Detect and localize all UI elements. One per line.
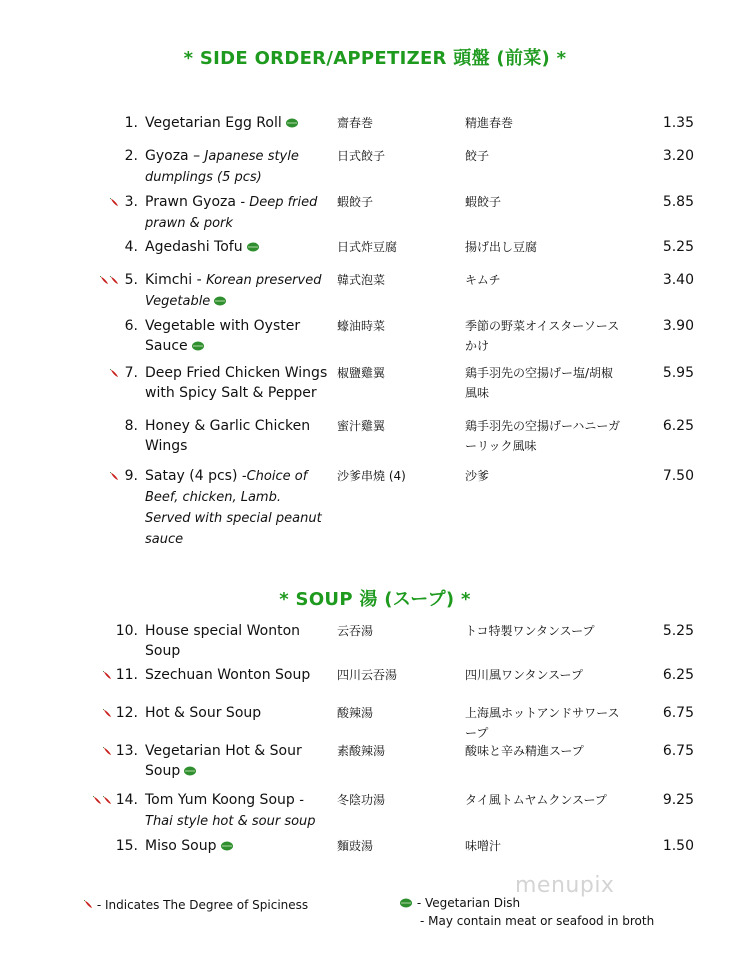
item-name: Satay (4 pcs) — [145, 468, 238, 484]
chili-icon — [103, 665, 112, 680]
item-chinese-name: 日式炸豆腐 — [337, 240, 398, 254]
item-japanese-name: タイ風トムヤムクンスープ — [465, 793, 607, 807]
item-price: 6.75 — [662, 705, 694, 721]
item-name: Tom Yum Koong Soup — [145, 792, 295, 808]
item-name: Hot & Sour Soup — [145, 705, 262, 721]
item-price: 6.25 — [662, 667, 694, 683]
item-number: 9. — [124, 468, 138, 484]
item-japanese-name: 沙爹 — [465, 469, 490, 483]
item-number: 11. — [115, 667, 138, 683]
item-name-block — [145, 621, 330, 661]
item-name-block — [145, 270, 330, 312]
item-price: 5.95 — [662, 365, 694, 381]
item-chinese-name: 蜜汁雞翼 — [337, 419, 386, 433]
item-name: Miso Soup — [145, 838, 217, 854]
item-name-block — [145, 192, 330, 234]
chili-icon — [103, 703, 112, 718]
item-number: 1. — [124, 115, 138, 131]
item-price: 6.25 — [662, 418, 694, 434]
item-chinese-name: 麵豉湯 — [337, 839, 374, 853]
item-japanese-name: 味噌汁 — [465, 839, 502, 853]
item-japanese-name: 餃子 — [465, 149, 490, 163]
item-chinese-name: 四川云吞湯 — [337, 668, 398, 682]
item-price: 5.85 — [662, 194, 694, 210]
item-japanese-name: 上海風ホットアンドサワースープ — [465, 706, 620, 740]
item-number: 10. — [115, 623, 138, 639]
item-name: Kimchi - — [145, 272, 202, 288]
item-japanese-name: 酸味と辛み精進スープ — [465, 744, 584, 758]
item-price: 6.75 — [662, 743, 694, 759]
item-number: 8. — [124, 418, 138, 434]
item-description: Japanese style dumplings (5 pcs) — [145, 149, 299, 185]
item-name-block — [145, 363, 330, 403]
item-name-block — [145, 665, 330, 685]
item-price: 1.35 — [662, 115, 694, 131]
chili-icon — [84, 898, 93, 912]
item-japanese-name: 精進春巻 — [465, 116, 514, 130]
legend-veg-text: - Vegetarian Dish — [416, 896, 521, 910]
item-japanese-name: トコ特製ワンタンスープ — [465, 624, 595, 638]
item-description: - Thai style hot & sour soup — [145, 793, 316, 829]
leaf-icon — [282, 115, 299, 131]
legend-veg-note: - May contain meat or seafood in broth — [420, 914, 655, 928]
item-name: Gyoza – — [145, 148, 201, 164]
item-price: 9.25 — [662, 792, 694, 808]
chili-icon — [110, 466, 119, 481]
item-name-block — [145, 113, 330, 133]
item-price: 7.50 — [662, 468, 694, 484]
legend-spicy-text: - Indicates The Degree of Spiciness — [96, 898, 309, 912]
legend-veg — [396, 894, 520, 912]
item-chinese-name: 沙爹串燒 (4) — [337, 469, 406, 483]
item-description: - Deep fried prawn & pork — [145, 195, 318, 231]
item-japanese-name: 蝦餃子 — [465, 195, 502, 209]
item-name-block — [145, 316, 330, 356]
leaf-icon — [180, 763, 197, 779]
item-name-block — [145, 466, 330, 550]
item-number: 3. — [124, 194, 138, 210]
item-name: Szechuan Wonton Soup — [145, 667, 311, 683]
item-name-block — [145, 836, 330, 856]
item-name: Vegetarian Hot & Sour Soup — [145, 743, 302, 779]
item-name-block — [145, 703, 330, 723]
item-name-block — [145, 741, 330, 781]
item-japanese-name: 鶏手羽先の空揚げーハニーガーリック風味 — [465, 419, 621, 453]
item-number: 13. — [115, 743, 138, 759]
chili-icon — [93, 790, 112, 805]
chili-icon — [103, 741, 112, 756]
section-heading-appetizer: * SIDE ORDER/APPETIZER 頭盤 (前菜) * — [183, 48, 567, 69]
item-name-block — [145, 146, 330, 188]
legend-spicy — [84, 894, 308, 914]
item-japanese-name: 鶏手羽先の空揚げー塩/胡椒風味 — [465, 366, 614, 400]
item-name: Prawn Gyoza — [145, 194, 236, 210]
item-name: Deep Fried Chicken Wings with Spicy Salt & Pepper — [145, 365, 328, 401]
item-price: 5.25 — [662, 623, 694, 639]
item-number: 12. — [115, 705, 138, 721]
leaf-icon — [210, 293, 227, 309]
item-description: -Choice of Beef, chicken, Lamb. Served with special peanut sauce — [145, 469, 322, 547]
item-price: 3.20 — [662, 148, 694, 164]
item-price: 5.25 — [662, 239, 694, 255]
item-price: 1.50 — [662, 838, 694, 854]
item-number: 2. — [124, 148, 138, 164]
chili-icon — [110, 363, 119, 378]
item-name-block — [145, 416, 330, 456]
item-number: 5. — [124, 272, 138, 288]
item-name: Honey & Garlic Chicken Wings — [145, 418, 311, 454]
item-number: 14. — [115, 792, 138, 808]
item-chinese-name: 冬陰功湯 — [337, 793, 386, 807]
item-chinese-name: 韓式泡菜 — [337, 273, 386, 287]
item-japanese-name: 揚げ出し豆腐 — [465, 240, 538, 254]
item-chinese-name: 齋春巻 — [337, 116, 374, 130]
leaf-icon — [217, 838, 234, 854]
item-chinese-name: 云吞湯 — [337, 624, 374, 638]
item-chinese-name: 素酸辣湯 — [337, 744, 386, 758]
item-japanese-name: キムチ — [465, 273, 501, 287]
section-heading-soup: * SOUP 湯 (スープ) * — [279, 589, 471, 610]
item-name-block — [145, 237, 330, 257]
item-description: Korean preserved Vegetable — [145, 273, 322, 309]
item-chinese-name: 日式餃子 — [337, 149, 386, 163]
item-name: Agedashi Tofu — [145, 239, 243, 255]
item-chinese-name: 椒鹽雞翼 — [337, 366, 386, 380]
item-name: Vegetarian Egg Roll — [145, 115, 282, 131]
item-chinese-name: 蠔油時菜 — [337, 319, 386, 333]
item-number: 4. — [124, 239, 138, 255]
chili-icon — [100, 270, 119, 285]
item-number: 15. — [115, 838, 138, 854]
item-japanese-name: 季節の野菜オイスターソースかけ — [465, 319, 620, 353]
item-name: Vegetable with Oyster Sauce — [145, 318, 301, 354]
item-chinese-name: 酸辣湯 — [337, 706, 374, 720]
leaf-icon — [396, 896, 413, 910]
item-chinese-name: 蝦餃子 — [337, 195, 374, 209]
item-price: 3.90 — [662, 318, 694, 334]
item-price: 3.40 — [662, 272, 694, 288]
chili-icon — [110, 192, 119, 207]
item-number: 6. — [124, 318, 138, 334]
watermark-logo: menupix — [515, 873, 615, 898]
item-name: House special Wonton Soup — [145, 623, 301, 659]
item-name-block — [145, 790, 330, 832]
leaf-icon — [188, 338, 205, 354]
item-number: 7. — [124, 365, 138, 381]
item-japanese-name: 四川風ワンタンスープ — [465, 668, 583, 682]
leaf-icon — [243, 239, 260, 255]
